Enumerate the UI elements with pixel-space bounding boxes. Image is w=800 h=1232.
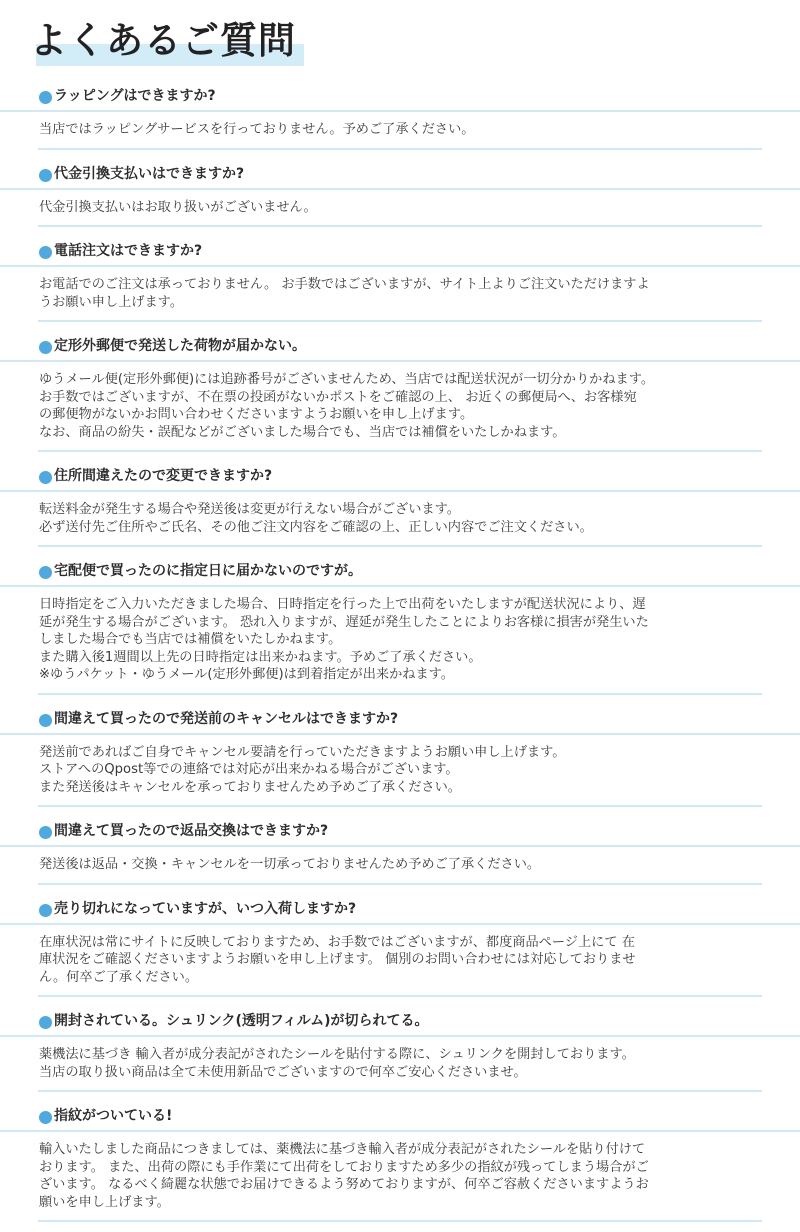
faq-question: [0, 705, 800, 735]
faq-answer-line: 代金引換支払いはお取り扱いがございません。: [39, 199, 317, 215]
faq-question: [0, 462, 800, 492]
faq-question-text: 住所間違えたので変更できますか?: [54, 468, 273, 484]
bullet-dot-icon: [39, 566, 52, 579]
bullet-dot-icon: [39, 91, 52, 104]
faq-answer-line: 日時指定をご入力いただきました場合、日時指定を行った上で出荷をいたしますが配送状況により、遅: [39, 597, 646, 612]
faq-answer: [38, 847, 762, 885]
faq-question-text: 代金引換支払いはできますか?: [54, 165, 245, 182]
page-header: [0, 0, 800, 82]
bullet-dot-icon: [39, 246, 52, 259]
faq-spacer: [0, 1222, 800, 1232]
faq-question: [0, 817, 800, 847]
faq-answer-line: 在庫状況は常にサイトに反映しておりますため、お手数ではございますが、都度商品ページ上にて 在: [39, 934, 635, 950]
faq-spacer: [0, 997, 800, 1007]
faq-answer: [38, 1037, 762, 1092]
faq-answer: [38, 587, 762, 695]
faq-answer-line: 願いを申し上げます。: [39, 1194, 170, 1210]
faq-spacer: [0, 547, 800, 557]
faq-answer-line: ん。何卒ご了承ください。: [39, 969, 199, 985]
faq-spacer: [0, 885, 800, 895]
bullet-dot-icon: [39, 471, 52, 484]
faq-answer: [38, 1132, 762, 1222]
faq-answer-line: ※ゆうパケット・ゆうメール(定形外郵便)は到着指定が出来かねます。: [39, 667, 454, 682]
faq-question: [0, 237, 800, 267]
faq-question-text: ラッピングはできますか?: [54, 88, 216, 104]
faq-answer-line: お手数ではございますが、不在票の投函がないかポストをご確認の上、 お近くの郵便局へ、お客様宛: [39, 389, 637, 405]
faq-answer-line: ゆうメール便(定形外郵便)には追跡番号がございませんため、当店では配送状況が一切分かりかねます。: [39, 372, 655, 387]
faq-answer: [38, 492, 762, 547]
faq-answer-line: また発送後はキャンセルを承っておりませんため予めご了承ください。: [39, 779, 461, 795]
faq-answer-line: ストアへのQpost等での連絡では対応が出来かねる場合がございます。: [39, 762, 459, 777]
faq-question: [0, 82, 800, 112]
faq-answer-line: 発送前であればご自身でキャンセル要請を行っていただきますようお願い申し上げます。: [39, 744, 566, 760]
faq-question: [0, 895, 800, 925]
faq-question: [0, 1102, 800, 1132]
faq-question: [0, 332, 800, 362]
faq-answer-line: 庫状況をご確認くださいますようお願いを申し上げます。 個別のお問い合わせには対応しておりませ: [39, 952, 636, 967]
faq-answer-line: 当店ではラッピングサービスを行っておりません。予めご了承ください。: [39, 122, 475, 137]
faq-answer: [38, 267, 762, 322]
faq-question-text: 定形外郵便で発送した荷物が届かない。: [54, 338, 306, 354]
faq-answer-line: 薬機法に基づき 輸入者が成分表記がされたシールを貼付する際に、シュリンクを開封しております。: [39, 1047, 635, 1062]
faq-spacer: [0, 452, 800, 462]
faq-answer-line: 必ず送付先ご住所やご氏名、その他ご注文内容をご確認の上、正しい内容でご注文ください。: [39, 519, 593, 535]
faq-answer-line: 発送後は返品・交換・キャンセルを一切承っておりませんため予めご了承ください。: [39, 857, 541, 872]
faq-answer: [38, 362, 762, 452]
faq-question-text: 開封されている。シュリンク(透明フィルム)が切られてる。: [54, 1013, 429, 1029]
faq-spacer: [0, 695, 800, 705]
faq-question-text: 宅配便で買ったのに指定日に届かないのですが。: [54, 563, 362, 579]
faq-answer-line: の郵便物がないかお問い合わせくださいますようお願いを申し上げます。: [39, 407, 474, 422]
faq-item: [0, 82, 800, 160]
faq-answer-line: 延が発生する場合がございます。 恐れ入りますが、遅延が発生したことによりお客様に損害が発生いた: [39, 614, 649, 630]
faq-item: [0, 557, 800, 705]
faq-answer-line: うお願い申し上げます。: [39, 294, 184, 310]
bullet-dot-icon: [39, 1016, 52, 1029]
faq-answer: [38, 190, 762, 228]
faq-spacer: [0, 807, 800, 817]
faq-answer-line: しました場合でも当店では補償をいたしかねます。: [39, 632, 342, 647]
faq-question: [0, 160, 800, 190]
faq-item: [0, 160, 800, 238]
faq-item: [0, 462, 800, 557]
faq-answer-line: 輸入いたしました商品につきましては、薬機法に基づき輸入者が成分表記がされたシールを貼り付けて: [39, 1142, 646, 1157]
faq-item: [0, 332, 800, 462]
faq-item: [0, 817, 800, 895]
faq-answer-line: お電話でのご注文は承っておりません。 お手数ではございますが、サイト上よりご注文いただけますよ: [39, 277, 650, 292]
faq-spacer: [0, 1092, 800, 1102]
bullet-dot-icon: [39, 341, 52, 354]
faq-question: [0, 1007, 800, 1037]
page-title: よくあるご質問: [30, 19, 296, 62]
faq-answer-line: なお、商品の紛失・誤配などがございました場合でも、当店では補償をいたしかねます。: [39, 424, 566, 440]
bullet-dot-icon: [39, 714, 52, 727]
faq-question-text: 指紋がついている!: [54, 1108, 173, 1124]
faq-answer: [38, 112, 762, 150]
faq-answer-line: 転送料金が発生する場合や発送後は変更が行えない場合がございます。: [39, 502, 460, 517]
faq-answer-line: ざいます。 なるべく綺麗な状態でお届けできるよう努めておりますが、何卒ご容赦くださいますようお: [39, 1177, 649, 1192]
bullet-dot-icon: [39, 1111, 52, 1124]
bullet-dot-icon: [39, 904, 52, 917]
faq-answer: [38, 925, 762, 998]
faq-question-text: 電話注文はできますか?: [54, 243, 203, 259]
faq-spacer: [0, 322, 800, 332]
faq-answer-line: 当店の取り扱い商品は全て未使用新品でございますので何卒ご安心くださいませ。: [39, 1064, 527, 1080]
faq-question-text: 間違えて買ったので返品交換はできますか?: [54, 823, 329, 839]
faq-question-text: 売り切れになっていますが、いつ入荷しますか?: [54, 900, 357, 917]
faq-question: [0, 557, 800, 587]
faq-list: [0, 82, 800, 1232]
faq-item: [0, 895, 800, 1008]
bullet-dot-icon: [39, 826, 52, 839]
faq-question-text: 間違えて買ったので発送前のキャンセルはできますか?: [54, 710, 399, 727]
bullet-dot-icon: [39, 169, 52, 182]
faq-item: [0, 1007, 800, 1102]
faq-answer: [38, 735, 762, 808]
faq-item: [0, 1102, 800, 1232]
faq-spacer: [0, 227, 800, 237]
faq-answer-line: また購入後1週間以上先の日時指定は出来かねます。予めご了承ください。: [39, 649, 482, 665]
faq-spacer: [0, 150, 800, 160]
faq-item: [0, 705, 800, 818]
faq-answer-line: おります。 また、出荷の際にも手作業にて出荷をしておりますため多少の指紋が残ってしまう場合がご: [39, 1159, 649, 1175]
faq-item: [0, 237, 800, 332]
